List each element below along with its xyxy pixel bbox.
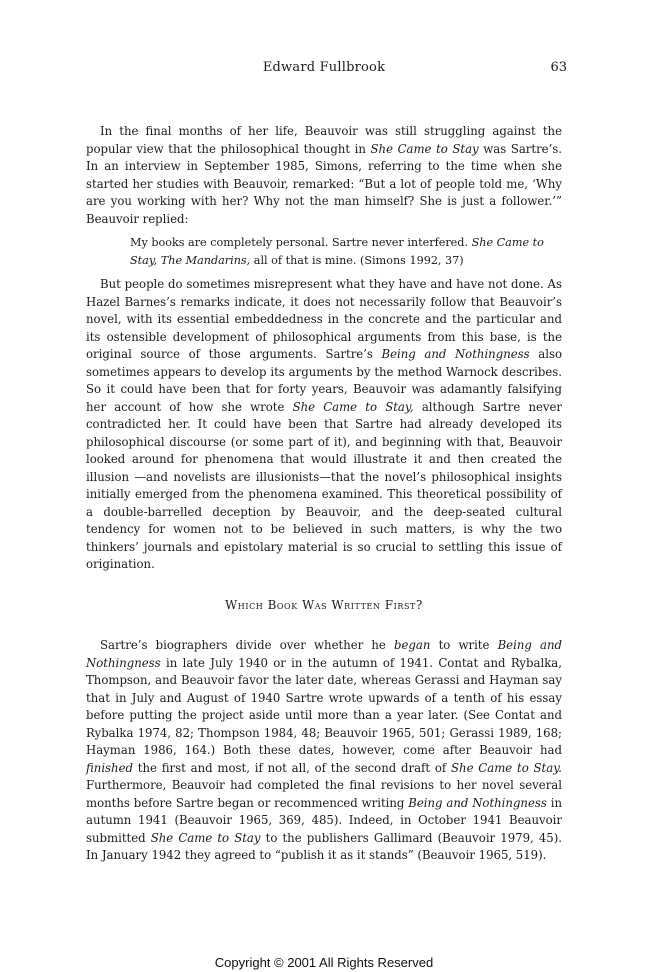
section-heading: Which Book Was Written First? (225, 597, 423, 612)
paragraph (86, 123, 562, 228)
text-run: the first and most, if not all, of the second draft of (132, 760, 452, 775)
italic-title: She Came to Stay, (292, 399, 414, 414)
italic-title: Being and Nothingness (381, 347, 530, 361)
text-run: all of that is mine. (Simons 1992, 37) (250, 253, 464, 267)
block-quote (86, 234, 562, 269)
paragraph (86, 637, 562, 865)
body-text (86, 123, 562, 865)
text-run: But people do sometimes misrepresent what they have and have not done. As Hazel Barnes’s remarks indicate, it does not necessarily follow that Beauvoir’s novel, with its essential embeddedness in the concrete and the particular and its ostensible development of philosophical arguments from this base, is the original source of those arguments. Sartre’s (86, 277, 562, 361)
italic-title: began (394, 638, 431, 652)
italic-title: She Came to Stay (370, 141, 479, 156)
text-run: although Sartre never contradicted her. It could have been that Sartre had already developed its philosophical discourse (or some part of it), and beginning with that, Beauvoir looked around for phenomena that would illustrate it and then created the illusion —and novelists are illusionists—that the novel’s philosophical insights initially emerged from the phenomena examined. This theoretical possibility of a double-barrelled deception by Beauvoir, and the deep-seated cultural tendency for women not to be believed in such matters, is why the two thinkers’ journals and epistolary material is so crucial to settling this issue of origination. (86, 399, 562, 571)
copyright-footer: Copyright © 2001 All Rights Reserved (214, 955, 434, 970)
text-run: to the publishers Gallimard (Beauvoir 1979, 45). In January 1942 they agreed to “publish it as it stands” (Beauvoir 1965, 519). (86, 830, 563, 862)
text-run: in autumn 1941 (Beauvoir 1965, 369, 485). Indeed, in October 1941 Beauvoir submitted (86, 795, 562, 845)
text-run: in late July 1940 or in the autumn of 1941. Contat and Rybalka, Thompson, and Beauvoir favor the later date, whereas Gerassi and Hayman say that in July and August of 1940 Sartre wrote upwards of a tenth of his essay before putting the project aside until more than a year later. (See Contat and Rybalka 1974, 82; Thompson 1984, 48; Beauvoir 1965, 501; Gerassi 1989, 168; Hayman 1986, 164.) Both these dates, however, come after Beauvoir had (86, 655, 562, 757)
text-run: to write (430, 638, 498, 652)
paragraph (86, 276, 562, 574)
italic-title: Being and Nothingness (86, 638, 562, 670)
italic-title: She Came to Stay. (451, 760, 562, 775)
text-run: also sometimes appears to develop its arguments by the method Warnock describes. So it could have been that for forty years, Beauvoir was adamantly falsifying her account of how she wrote (86, 347, 562, 414)
text-run: Sartre’s biographers divide over whether he (100, 638, 395, 652)
page-number: 63 (550, 60, 567, 75)
running-head (0, 60, 648, 80)
running-head-author: Edward Fullbrook (262, 60, 386, 75)
italic-title: finished (86, 760, 133, 775)
italic-title: She Came to Stay (150, 830, 261, 845)
italic-title: Being and Nothingness (408, 795, 547, 810)
text-run: In the final months of her life, Beauvoir was still struggling against the popular view that the philosophical thought in (86, 124, 562, 156)
italic-title: She Came to Stay, The Mandarins, (130, 236, 544, 267)
text-run: My books are completely personal. Sartre never interfered. (130, 236, 472, 249)
text-run: Furthermore, Beauvoir had completed the final revisions to her novel several months before Sartre began or recommenced writing (86, 778, 562, 810)
text-run: was Sartre’s. In an interview in September 1985, Simons, referring to the time when she started her studies with Beauvoir, remarked: “But a lot of people told me, ‘Why are you working with her? Why not the man himself? She is just a follower.’” Beauvoir replied: (86, 141, 563, 226)
